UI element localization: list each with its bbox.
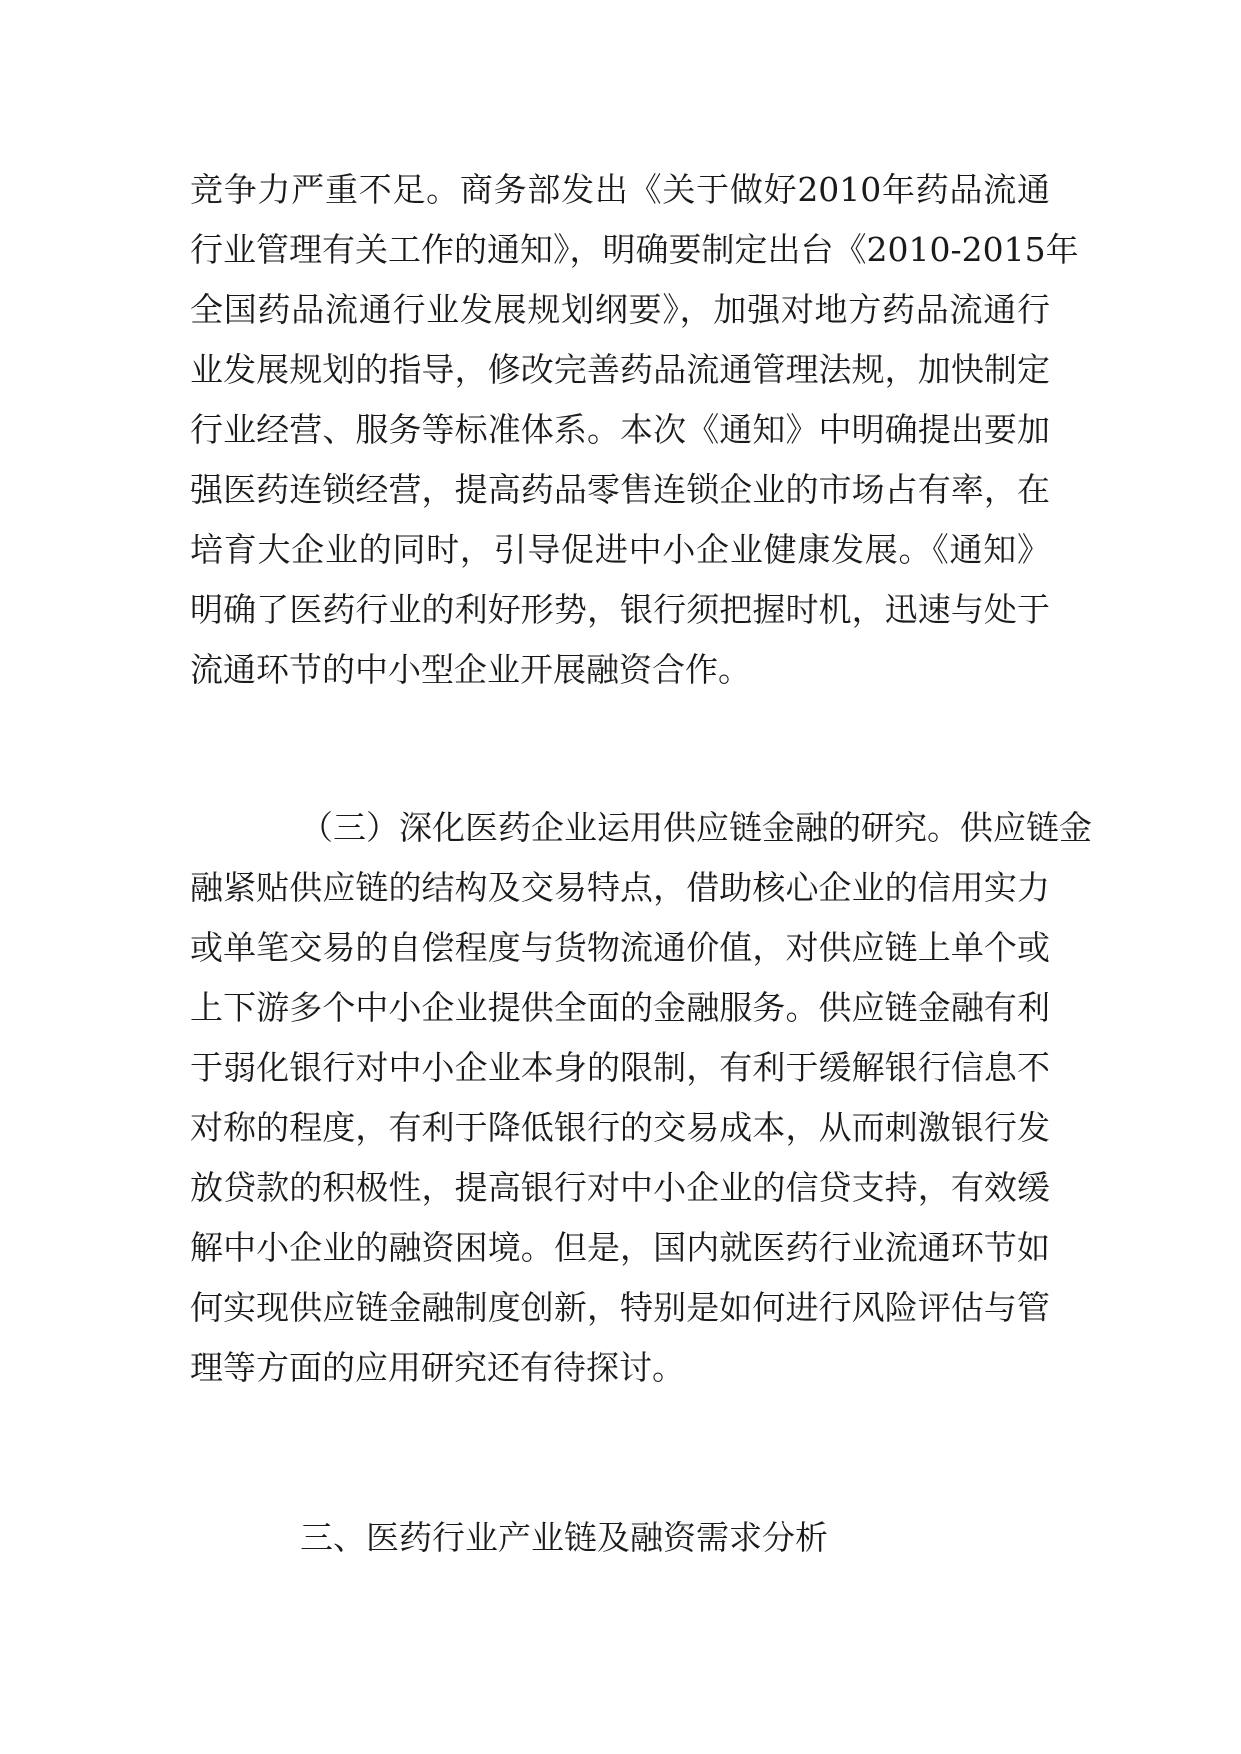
paragraph-line: 全国药品流通行业发展规划纲要》，加强对地方药品流通行 bbox=[190, 290, 1050, 329]
paragraph-line: 明确了医药行业的利好形势，银行须把握时机，迅速与处于 bbox=[190, 590, 1050, 629]
paragraph-line: 理等方面的应用研究还有待探讨。 bbox=[190, 1348, 685, 1387]
paragraph-line: 对称的程度，有利于降低银行的交易成本，从而刺激银行发 bbox=[190, 1108, 1050, 1147]
paragraph-line: 放贷款的积极性，提高银行对中小企业的信贷支持，有效缓 bbox=[190, 1168, 1050, 1207]
paragraph-line: （三）深化医药企业运用供应链金融的研究。供应链金 bbox=[300, 808, 1092, 847]
paragraph-line: 上下游多个中小企业提供全面的金融服务。供应链金融有利 bbox=[190, 988, 1050, 1027]
paragraph-line: 竞争力严重不足。商务部发出《关于做好2010年药品流通 bbox=[190, 170, 1050, 209]
paragraph-line: 流通环节的中小型企业开展融资合作。 bbox=[190, 650, 751, 689]
section-heading: 三、医药行业产业链及融资需求分析 bbox=[300, 1518, 828, 1557]
paragraph-line: 解中小企业的融资困境。但是，国内就医药行业流通环节如 bbox=[190, 1228, 1050, 1267]
paragraph-drug-circulation-notice bbox=[190, 160, 1079, 700]
paragraph-line: 或单笔交易的自偿程度与货物流通价值，对供应链上单个或 bbox=[190, 928, 1050, 967]
paragraph-line: 强医药连锁经营，提高药品零售连锁企业的市场占有率，在 bbox=[190, 470, 1050, 509]
paragraph-line: 何实现供应链金融制度创新，特别是如何进行风险评估与管 bbox=[190, 1288, 1050, 1327]
paragraph-line: 于弱化银行对中小企业本身的限制，有利于缓解银行信息不 bbox=[190, 1048, 1050, 1087]
paragraph-supply-chain-finance bbox=[190, 798, 1092, 1398]
paragraph-line: 业发展规划的指导，修改完善药品流通管理法规，加快制定 bbox=[190, 350, 1050, 389]
paragraph-line: 融紧贴供应链的结构及交易特点，借助核心企业的信用实力 bbox=[190, 868, 1050, 907]
paragraph-line: 行业管理有关工作的通知》，明确要制定出台《2010-2015年 bbox=[190, 230, 1079, 269]
paragraph-line: 行业经营、服务等标准体系。本次《通知》中明确提出要加 bbox=[190, 410, 1050, 449]
paragraph-line: 培育大企业的同时，引导促进中小企业健康发展。《通知》 bbox=[190, 530, 1050, 569]
